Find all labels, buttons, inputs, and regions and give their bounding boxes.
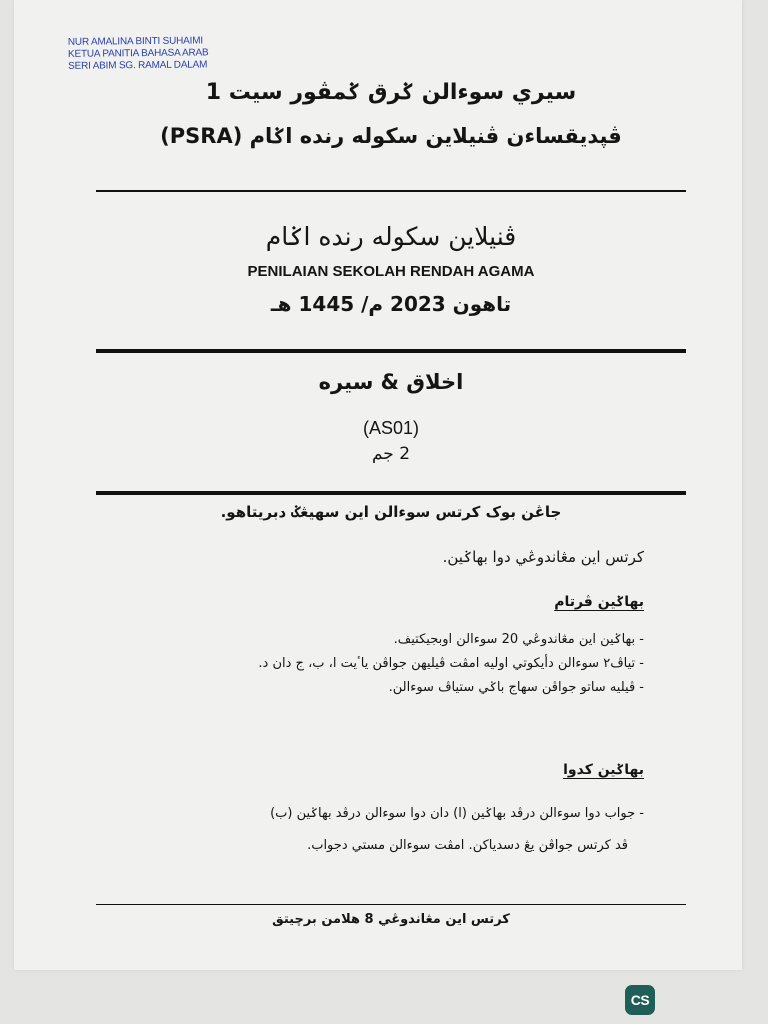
series-title: سيري سوءالن ݢرق ݢمڤور سيت 1 [205, 80, 577, 105]
exam-duration: 2 جم [371, 444, 411, 464]
part-b-item: - جواب دوا سوءالن درڤد بهاݢين (ا) دان دوا سوءالن درڤد بهاݢين (ب) [270, 806, 644, 821]
exam-name-rumi: PENILAIAN SEKOLAH RENDAH AGAMA [247, 263, 535, 280]
part-b-item: ڤد کرتس جواڤن يڠ دسدياکن. امڤت سوءالن مستي دجواب. [307, 838, 628, 853]
divider-double-1 [96, 349, 686, 353]
exam-prep-title: ڤڽديقساءن ڤنيلاين سکوله رنده اݢام (PSRA) [160, 124, 622, 148]
divider-bottom [96, 904, 686, 905]
exam-year: تاهون 2023 م/ 1445 هـ [270, 292, 512, 316]
stamp-line-school: SERI ABIM SG. RAMAL DALAM [68, 59, 208, 72]
divider-top [96, 190, 686, 192]
subject-title: اخلاق & سيره [318, 370, 464, 394]
sections-line: کرتس اين مڠاندوڠي دوا بهاݢين. [442, 548, 644, 566]
part-a-item: - تياڤ٢ سوءالن دأيکوتي اوليه امڤت ڤيليهن جواڤن ياٴيت ا، ب، ج دان د. [258, 656, 644, 671]
part-b-list [124, 798, 644, 862]
camscanner-logo-icon [625, 985, 655, 1015]
exam-name-jawi: ڤنيلاين سکوله رنده اݢام [265, 222, 517, 251]
part-a-item: - ڤيليه ساتو جواڤن سهاج باݢي ستياڤ سوءالن. [388, 680, 644, 695]
part-a-list [124, 628, 644, 700]
part-a-heading: بهاݢين ڤرتام [554, 594, 644, 610]
page-count-note: کرتس اين مڠاندوڠي 8 هلامن برچيتق [272, 912, 510, 927]
part-b-heading: بهاݢين کدوا [563, 762, 644, 778]
stamp-line-title: KETUA PANITIA BAHASA ARAB [67, 47, 209, 60]
divider-double-2 [96, 491, 686, 495]
app-badge-label: CS [630, 992, 650, 1008]
teacher-stamp [68, 35, 228, 73]
warning-text: جاڠن بوک کرتس سوءالن اين سهيڠݢ دبريتاهو. [220, 503, 562, 521]
stamp-line-name: NUR AMALINA BINTI SUHAIMI [67, 35, 203, 48]
subject-code: (AS01) [362, 418, 420, 438]
part-a-item: - بهاݢين اين مڠاندوڠي 20 سوءالن اوبجيکتيف. [393, 632, 644, 647]
